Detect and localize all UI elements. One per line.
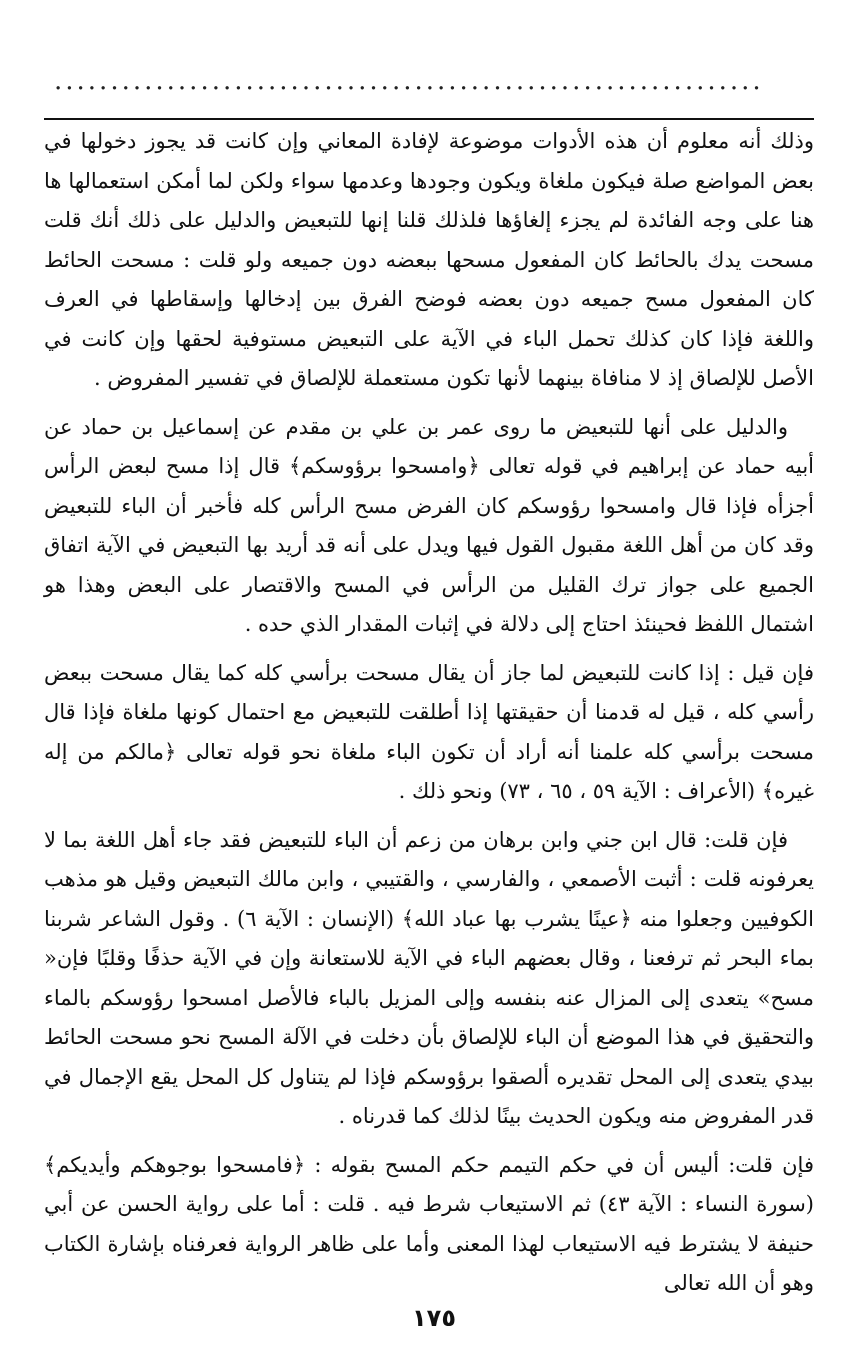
paragraph-3: فإن قيل : إذا كانت للتبعيض لما جاز أن يقال مسحت برأسي كله كما يقال مسحت ببعض رأسي كله ، قيل له قدمنا أن حقيقتها إذا أطلقت للتبعيض مع احتمال كونها ملغاة فإذا قال مسحت برأسي كله علمنا أنه أراد أن تكون الباء ملغاة نحو قوله تعالى ﴿مالكم من إله غيره﴾ (الأعراف : الآية ٥٩ ، ٦٥ ، ٧٣) ونحو ذلك . (44, 660, 814, 803)
dotted-separator: ............................................................... (54, 66, 764, 96)
page-body (44, 122, 814, 1304)
page-number: ١٧٥ (412, 1304, 456, 1332)
footnote-rule (44, 118, 814, 120)
paragraph-5: فإن قلت: أليس أن في حكم التيمم حكم المسح بقوله : ﴿فامسحوا بوجوهكم وأيديكم﴾ (سورة النساء : الآية ٤٣) ثم الاستيعاب شرط فيه . قلت : أما على رواية الحسن عن أبي حنيفة لا يشترط فيه الاستيعاب لهذا المعنى وأما على ظاهر الرواية فعرفناه بإشارة الكتاب وهو أن الله تعالى (44, 1152, 814, 1295)
paragraph-4: فإن قلت: قال ابن جني وابن برهان من زعم أن الباء للتبعيض فقد جاء أهل اللغة بما لا يعرفونه قلت : أثبت الأصمعي ، والفارسي ، والقتيبي ، وابن مالك التبعيض وقيل هو مذهب الكوفيين وجعلوا منه ﴿عينًا يشرب بها عباد الله﴾ (الإنسان : الآية ٦) . وقول الشاعر شربنا بماء البحر ثم ترفعنا ، وقال بعضهم الباء في الآية للاستعانة وإن في الآية حذفًا وقلبًا فإن« مسح» يتعدى إلى المزال عنه بنفسه وإلى المزيل بالباء فالأصل امسحوا رؤوسكم بالماء والتحقيق في هذا الموضع أن الباء للإلصاق بأن دخلت في الآلة المسح نحو مسحت الحائط بيدي يتعدى إلى المحل تقديره ألصقوا برؤوسكم فإذا لم يتناول كل المحل يقع الإجمال في قدر المفروض منه ويكون الحديث بينًا لذلك كما قدرناه . (44, 827, 814, 1128)
paragraph-2: والدليل على أنها للتبعيض ما روى عمر بن علي بن مقدم عن إسماعيل بن حماد عن أبيه حماد عن إبراهيم في قوله تعالى ﴿وامسحوا برؤوسكم﴾ قال إذا مسح لبعض الرأس أجزأه فإذا قال وامسحوا رؤوسكم كان الفرض مسح الرأس كله فأخبر أن الباء للتبعيض وقد كان من أهل اللغة مقبول القول فيها ويدل على أنه قد أريد بها التبعيض في الآية اتفاق الجميع على جواز ترك القليل من الرأس في المسح والاقتصار على البعض وهذا هو اشتمال اللفظ فحينئذ احتاج إلى دلالة في إثبات المقدار الذي حده . (44, 414, 814, 636)
paragraph-1: وذلك أنه معلوم أن هذه الأدوات موضوعة لإفادة المعاني وإن كانت قد يجوز دخولها في بعض المواضع صلة فيكون ملغاة ويكون وجودها وعدمها سواء ولكن لما أمكن استعمالها ها هنا على وجه الفائدة لم يجزء إلغاؤها فلذلك قلنا إنها للتبعيض والدليل على ذلك أنك قلت مسحت يدك بالحائط كان المفعول مسحها ببعضه دون جميعه ولو قلت : مسحت الحائط كان المفعول مسح جميعه دون بعضه فوضح الفرق بين إدخالها وإسقاطها في العرف واللغة فإذا كان كذلك تحمل الباء في الآية على التبعيض مستوفية لحقها وإن كانت في الأصل للإلصاق إذ لا منافاة بينهما لأنها تكون مستعملة للإلصاق في تفسير المفروض . (44, 129, 814, 390)
